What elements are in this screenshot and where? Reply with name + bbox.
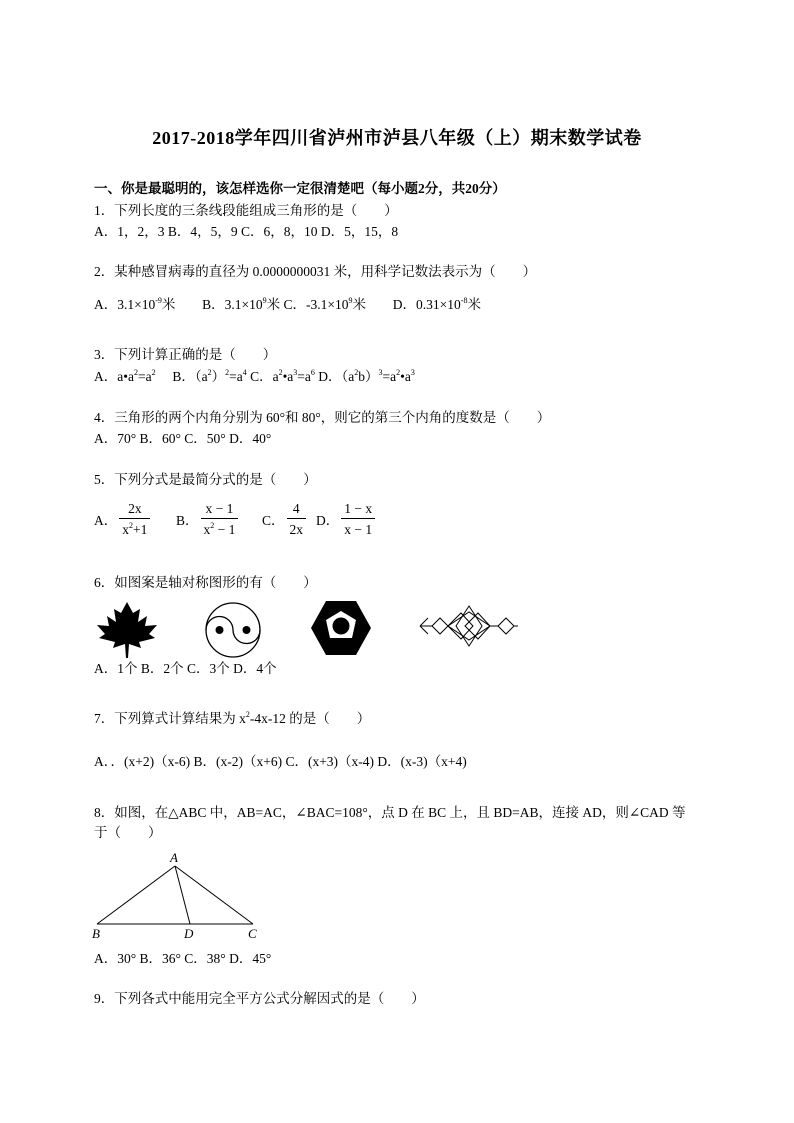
q7-options: A．．(x+2)（x-6) B．(x-2)（x+6) C．(x+3)（x-4) D．(x-3)（x+4)	[94, 754, 467, 769]
fraction: $\frac{2x}{x^2+1}$	[119, 500, 150, 538]
vertex-c-label: C	[248, 926, 257, 941]
q2-option-a: A．$3.1\times 10^{-9}$米	[94, 296, 176, 312]
fraction: $\frac{1 - x}{x - 1}$	[341, 500, 375, 538]
q3-option-c: C．$a^2•a^3=a^6$	[250, 368, 315, 384]
q8-options: A．30° B．36° C．38° D．45°	[94, 951, 272, 966]
q2-options	[94, 296, 481, 314]
page-title: 2017-2018学年四川省泸州市泸县八年级（上）期末数学试卷	[152, 128, 642, 148]
q2-option-b: B．$3.1\times 10^9$米	[202, 296, 281, 312]
q4-stem: 4．三角形的两个内角分别为 60°和 80°，则它的第三个内角的度数是（ ）	[94, 410, 551, 425]
q6-stem: 6．如图案是轴对称图形的有（ ）	[94, 575, 317, 590]
q3-option-d: D．$(a^2b)^3=a^2•a^3$	[318, 368, 415, 384]
fraction: $\frac{x - 1}{x^2 - 1}$	[201, 500, 239, 538]
q5-option-c: C． $\frac{4}{2x}$	[262, 500, 308, 544]
q9-stem: 9．下列各式中能用完全平方公式分解因式的是（ ）	[94, 991, 425, 1006]
q5-option-a: A． $\frac{2x}{x^2+1}$	[94, 500, 152, 544]
section-heading: 一、你是最聪明的，该怎样选你一定很清楚吧（每小题2分，共20分）	[94, 181, 506, 196]
q7-stem: 7．下列算式计算结果为 $x^2-4x-12$ 的是（ ）	[94, 710, 371, 726]
q3-options	[94, 368, 415, 386]
hexagon-figure	[309, 598, 373, 658]
q3-stem: 3．下列计算正确的是（ ）	[94, 347, 277, 362]
vertex-a-label: A	[170, 850, 178, 865]
q3-option-a: A．$a•a^2=a^2$	[94, 368, 156, 384]
q8-stem-line2: 于（ ）	[94, 825, 162, 840]
vertex-b-label: B	[92, 926, 100, 941]
maple-leaf-figure	[94, 600, 160, 660]
fraction: $\frac{4}{2x}$	[287, 500, 307, 538]
q4-options: A．70° B．60° C．50° D．40°	[94, 431, 272, 446]
q6-options: A．1个 B．2个 C．3个 D．4个	[94, 661, 277, 676]
q2-option-d: D．$0.31\times 10^{-8}$米	[392, 296, 481, 312]
q1-options: A．1，2，3 B．4，5，9 C．6，8，10 D．5，15，8	[94, 224, 399, 239]
yin-yang-figure	[203, 600, 263, 660]
q5-option-b: B． $\frac{x - 1}{x^2 - 1}$	[176, 500, 240, 544]
q3-option-b: B．$(a^2)^2=a^4$	[172, 368, 247, 384]
diamond-knot-figure	[418, 602, 520, 654]
triangle-abc-figure	[86, 846, 276, 946]
q8-stem-line1: 8．如图，在△ABC 中，AB=AC，∠BAC=108°，点 D 在 BC 上，且 BD=AB，连接 AD，则∠CAD 等	[94, 805, 686, 820]
q2-stem: 2．某种感冒病毒的直径为 0.0000000031 米，用科学记数法表示为（ ）	[94, 264, 537, 279]
q1-stem: 1．下列长度的三条线段能组成三角形的是（ ）	[94, 203, 398, 218]
q5-stem: 5．下列分式是最简分式的是（ ）	[94, 472, 317, 487]
q2-option-c: C．$-3.1\times 10^9$米	[283, 296, 367, 312]
q5-option-d: D． $\frac{1 - x}{x - 1}$	[316, 500, 377, 544]
point-d-label: D	[184, 926, 194, 941]
